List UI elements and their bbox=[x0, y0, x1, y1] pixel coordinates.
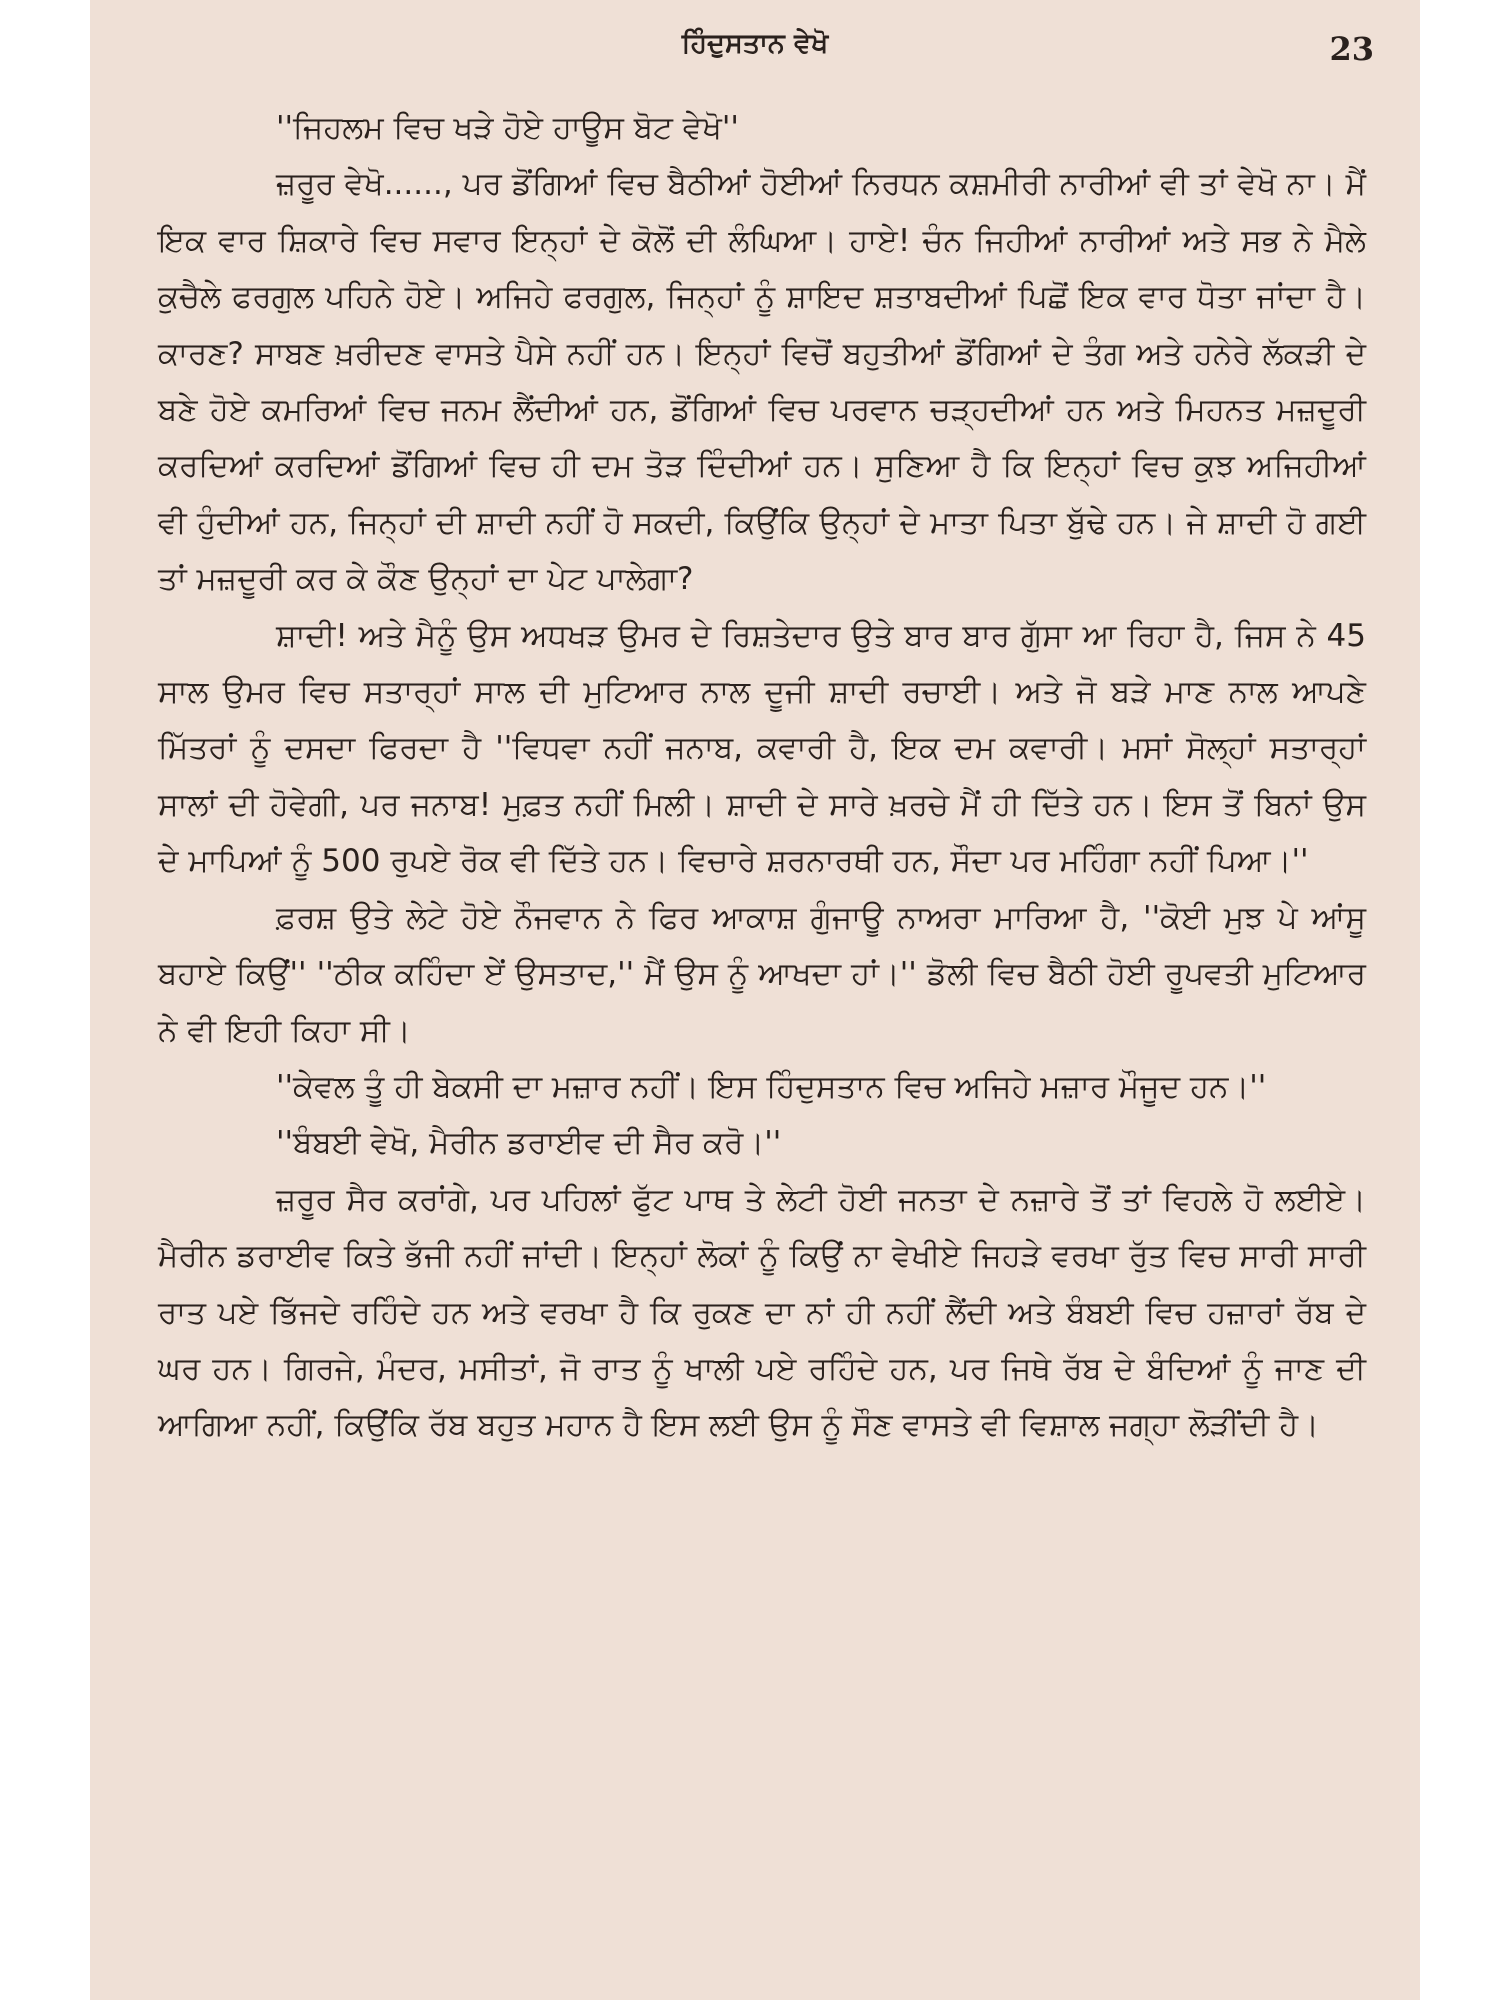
paragraph-5: ''ਕੇਵਲ ਤੂੰ ਹੀ ਬੇਕਸੀ ਦਾ ਮਜ਼ਾਰ ਨਹੀਂ। ਇਸ ਹਿੰਦੁਸਤਾਨ ਵਿਚ ਅਜਿਹੇ ਮਜ਼ਾਰ ਮੌਜੂਦ ਹਨ।'' bbox=[276, 1068, 1267, 1105]
running-head bbox=[90, 22, 1420, 72]
running-title: ਹਿੰਦੁਸਤਾਨ ਵੇਖੋ bbox=[681, 28, 829, 59]
body-text bbox=[158, 100, 1366, 1454]
paragraph-7: ਜ਼ਰੂਰ ਸੈਰ ਕਰਾਂਗੇ, ਪਰ ਪਹਿਲਾਂ ਫੁੱਟ ਪਾਥ ਤੇ ਲੇਟੀ ਹੋਈ ਜਨਤਾ ਦੇ ਨਜ਼ਾਰੇ ਤੋਂ ਤਾਂ ਵਿਹਲੇ ਹੋ ਲਈਏ। ਮੈਰੀਨ ਡਰਾਈਵ ਕਿਤੇ ਭੱਜੀ ਨਹੀਂ ਜਾਂਦੀ। ਇਨ੍ਹਾਂ ਲੋਕਾਂ ਨੂੰ ਕਿਉਂ ਨਾ ਵੇਖੀਏ ਜਿਹੜੇ ਵਰਖਾ ਰੁੱਤ ਵਿਚ ਸਾਰੀ ਸਾਰੀ ਰਾਤ ਪਏ ਭਿੱਜਦੇ ਰਹਿੰਦੇ ਹਨ ਅਤੇ ਵਰਖਾ ਹੈ ਕਿ ਰੁਕਣ ਦਾ ਨਾਂ ਹੀ ਨਹੀਂ ਲੈਂਦੀ ਅਤੇ ਬੰਬਈ ਵਿਚ ਹਜ਼ਾਰਾਂ ਰੱਬ ਦੇ ਘਰ ਹਨ। ਗਿਰਜੇ, ਮੰਦਰ, ਮਸੀਤਾਂ, ਜੋ ਰਾਤ ਨੂੰ ਖਾਲੀ ਪਏ ਰਹਿੰਦੇ ਹਨ, ਪਰ ਜਿਥੇ ਰੱਬ ਦੇ ਬੰਦਿਆਂ ਨੂੰ ਜਾਣ ਦੀ ਆਗਿਆ ਨਹੀਂ, ਕਿਉਂਕਿ ਰੱਬ ਬਹੁਤ ਮਹਾਨ ਹੈ ਇਸ ਲਈ ਉਸ ਨੂੰ ਸੌਣ ਵਾਸਤੇ ਵੀ ਵਿਸ਼ਾਲ ਜਗ੍ਹਾ ਲੋੜੀਂਦੀ ਹੈ। bbox=[158, 1181, 1366, 1444]
paragraph-3: ਸ਼ਾਦੀ! ਅਤੇ ਮੈਨੂੰ ਉਸ ਅਧਖੜ ਉਮਰ ਦੇ ਰਿਸ਼ਤੇਦਾਰ ਉਤੇ ਬਾਰ ਬਾਰ ਗੁੱਸਾ ਆ ਰਿਹਾ ਹੈ, ਜਿਸ ਨੇ 45 ਸਾਲ ਉਮਰ ਵਿਚ ਸਤਾਰ੍ਹਾਂ ਸਾਲ ਦੀ ਮੁਟਿਆਰ ਨਾਲ ਦੂਜੀ ਸ਼ਾਦੀ ਰਚਾਈ। ਅਤੇ ਜੋ ਬੜੇ ਮਾਣ ਨਾਲ ਆਪਣੇ ਮਿੱਤਰਾਂ ਨੂੰ ਦਸਦਾ ਫਿਰਦਾ ਹੈ ''ਵਿਧਵਾ ਨਹੀਂ ਜਨਾਬ, ਕਵਾਰੀ ਹੈ, ਇਕ ਦਮ ਕਵਾਰੀ। ਮਸਾਂ ਸੋਲ੍ਹਾਂ ਸਤਾਰ੍ਹਾਂ ਸਾਲਾਂ ਦੀ ਹੋਵੇਗੀ, ਪਰ ਜਨਾਬ! ਮੁਫ਼ਤ ਨਹੀਂ ਮਿਲੀ। ਸ਼ਾਦੀ ਦੇ ਸਾਰੇ ਖ਼ਰਚੇ ਮੈਂ ਹੀ ਦਿੱਤੇ ਹਨ। ਇਸ ਤੋਂ ਬਿਨਾਂ ਉਸ ਦੇ ਮਾਪਿਆਂ ਨੂੰ 500 ਰੁਪਏ ਰੋਕ ਵੀ ਦਿੱਤੇ ਹਨ। ਵਿਚਾਰੇ ਸ਼ਰਨਾਰਥੀ ਹਨ, ਸੌਦਾ ਪਰ ਮਹਿੰਗਾ ਨਹੀਂ ਪਿਆ।'' bbox=[158, 617, 1366, 880]
book-page bbox=[90, 0, 1420, 2000]
paragraph-1: ''ਜਿਹਲਮ ਵਿਚ ਖੜੇ ਹੋਏ ਹਾਊਸ ਬੋਟ ਵੇਖੋ'' bbox=[276, 110, 739, 146]
paragraph-4: ਫ਼ਰਸ਼ ਉਤੇ ਲੇਟੇ ਹੋਏ ਨੌਜਵਾਨ ਨੇ ਫਿਰ ਆਕਾਸ਼ ਗੁੰਜਾਊ ਨਾਅਰਾ ਮਾਰਿਆ ਹੈ, ''ਕੋਈ ਮੁਝ ਪੇ ਆਂਸੂ ਬਹਾਏ ਕਿਉਂ'' ''ਠੀਕ ਕਹਿੰਦਾ ਏਂ ਉਸਤਾਦ,'' ਮੈਂ ਉਸ ਨੂੰ ਆਖਦਾ ਹਾਂ।'' ਡੋਲੀ ਵਿਚ ਬੈਠੀ ਹੋਈ ਰੂਪਵਤੀ ਮੁਟਿਆਰ ਨੇ ਵੀ ਇਹੀ ਕਿਹਾ ਸੀ। bbox=[158, 899, 1366, 1049]
page-number: 23 bbox=[1329, 30, 1374, 68]
paragraph-2: ਜ਼ਰੂਰ ਵੇਖੋ......, ਪਰ ਡੋਂਗਿਆਂ ਵਿਚ ਬੈਠੀਆਂ ਹੋਈਆਂ ਨਿਰਧਨ ਕਸ਼ਮੀਰੀ ਨਾਰੀਆਂ ਵੀ ਤਾਂ ਵੇਖੋ ਨਾ। ਮੈਂ ਇਕ ਵਾਰ ਸ਼ਿਕਾਰੇ ਵਿਚ ਸਵਾਰ ਇਨ੍ਹਾਂ ਦੇ ਕੋਲੋਂ ਦੀ ਲੰਘਿਆ। ਹਾਏ! ਚੰਨ ਜਿਹੀਆਂ ਨਾਰੀਆਂ ਅਤੇ ਸਭ ਨੇ ਮੈਲੇ ਕੁਚੈਲੇ ਫਰਗੁਲ ਪਹਿਨੇ ਹੋਏ। ਅਜਿਹੇ ਫਰਗੁਲ, ਜਿਨ੍ਹਾਂ ਨੂੰ ਸ਼ਾਇਦ ਸ਼ਤਾਬਦੀਆਂ ਪਿਛੋਂ ਇਕ ਵਾਰ ਧੋਤਾ ਜਾਂਦਾ ਹੈ। ਕਾਰਣ? ਸਾਬਣ ਖ਼ਰੀਦਣ ਵਾਸਤੇ ਪੈਸੇ ਨਹੀਂ ਹਨ। ਇਨ੍ਹਾਂ ਵਿਚੋਂ ਬਹੁਤੀਆਂ ਡੋਂਗਿਆਂ ਦੇ ਤੰਗ ਅਤੇ ਹਨੇਰੇ ਲੱਕੜੀ ਦੇ ਬਣੇ ਹੋਏ ਕਮਰਿਆਂ ਵਿਚ ਜਨਮ ਲੈਂਦੀਆਂ ਹਨ, ਡੋਂਗਿਆਂ ਵਿਚ ਪਰਵਾਨ ਚੜ੍ਹਦੀਆਂ ਹਨ ਅਤੇ ਮਿਹਨਤ ਮਜ਼ਦੂਰੀ ਕਰਦਿਆਂ ਕਰਦਿਆਂ ਡੋਂਗਿਆਂ ਵਿਚ ਹੀ ਦਮ ਤੋੜ ਦਿੰਦੀਆਂ ਹਨ। ਸੁਣਿਆ ਹੈ ਕਿ ਇਨ੍ਹਾਂ ਵਿਚ ਕੁਝ ਅਜਿਹੀਆਂ ਵੀ ਹੁੰਦੀਆਂ ਹਨ, ਜਿਨ੍ਹਾਂ ਦੀ ਸ਼ਾਦੀ ਨਹੀਂ ਹੋ ਸਕਦੀ, ਕਿਉਂਕਿ ਉਨ੍ਹਾਂ ਦੇ ਮਾਤਾ ਪਿਤਾ ਬੁੱਢੇ ਹਨ। ਜੇ ਸ਼ਾਦੀ ਹੋ ਗਈ ਤਾਂ ਮਜ਼ਦੂਰੀ ਕਰ ਕੇ ਕੌਣ ਉਨ੍ਹਾਂ ਦਾ ਪੇਟ ਪਾਲੇਗਾ? bbox=[158, 166, 1366, 598]
paragraph-6: ''ਬੰਬਈ ਵੇਖੋ, ਮੈਰੀਨ ਡਰਾਈਵ ਦੀ ਸੈਰ ਕਰੋ।'' bbox=[276, 1125, 782, 1162]
